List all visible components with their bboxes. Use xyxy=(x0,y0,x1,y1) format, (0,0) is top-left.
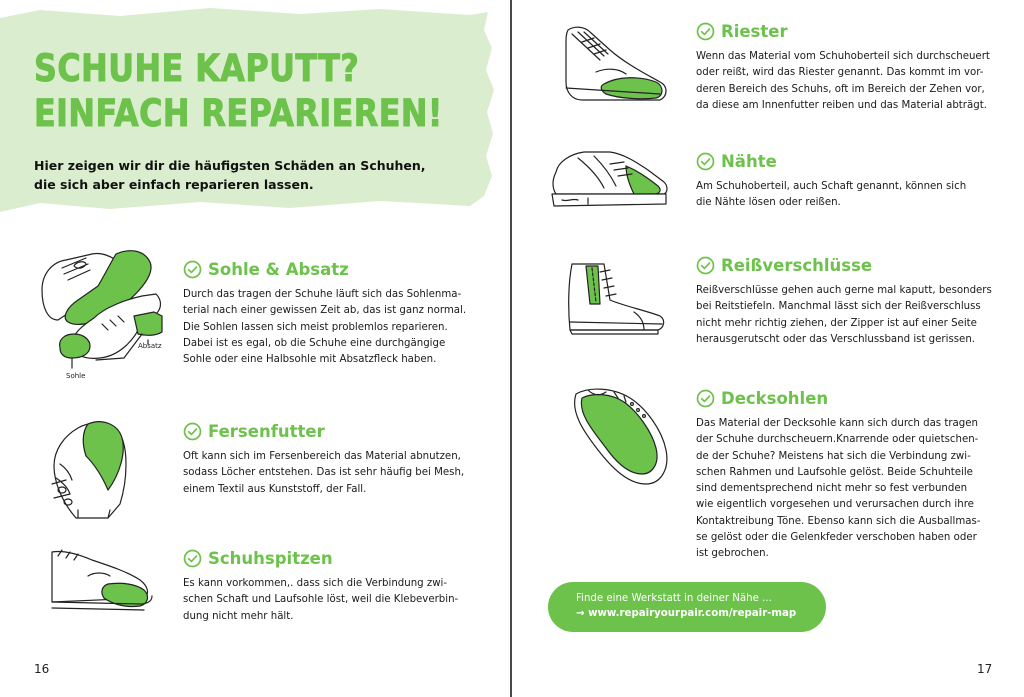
section-schuhspitzen xyxy=(183,549,458,625)
section-body: Wenn das Material vom Schuhoberteil sich durchscheuert oder reißt, wird das Riester genannt. Das kommt im vor- deren Bereich des Schuhs, oft im Bereich der Zehen vor, da diese am Innenfutter reiben und das Material abträgt. xyxy=(696,51,990,111)
sneaker-seams-illustration xyxy=(548,148,670,210)
section-title: Fersenfutter xyxy=(208,422,325,441)
check-circle-icon xyxy=(183,260,202,279)
page-divider xyxy=(510,0,512,697)
shoe-toe-illustration xyxy=(48,546,154,614)
section-decksohlen xyxy=(696,389,980,563)
section-fersenfutter xyxy=(183,422,464,498)
lead-text: Hier zeigen wir dir die häufigsten Schäden an Schuhen, die sich aber einfach reparieren lassen. xyxy=(34,158,426,192)
section-title: Reißverschlüsse xyxy=(721,256,873,275)
section-body: Durch das tragen der Schuhe läuft sich das Sohlenma- terial nach einer gewissen Zeit ab, das ist ganz normal. Die Sohlen lassen sich meist problemlos reparieren. Dabei ist es egal, ob die Schuhe eine durchgängige Sohle oder eine Halbsohle mit Absatzfleck haben. xyxy=(183,289,467,366)
check-circle-icon xyxy=(183,422,202,441)
check-circle-icon xyxy=(696,152,715,171)
repair-map-link-button[interactable] xyxy=(548,582,826,632)
cta-line-1: Finde eine Werkstatt in deiner Nähe ... xyxy=(576,593,772,604)
page-number-left: 16 xyxy=(34,662,50,676)
section-body: Es kann vorkommen,. dass sich die Verbindung zwi- schen Schaft und Laufsohle löst, weil die Klebeverbin- dung nicht mehr hält. xyxy=(183,578,459,622)
sneaker-riester-illustration xyxy=(560,24,670,106)
page-number-right: 17 xyxy=(977,662,993,676)
section-title: Schuhspitzen xyxy=(208,549,333,568)
section-riester xyxy=(696,22,990,114)
check-circle-icon xyxy=(696,256,715,275)
headline-line-2: EINFACH REPARIEREN! xyxy=(34,92,443,135)
shoe-sole-illustration xyxy=(38,246,168,384)
section-naehte xyxy=(696,152,966,212)
headline-line-1: SCHUHE KAPUTT? xyxy=(34,47,360,90)
label-heel: Absatz xyxy=(138,342,162,350)
check-circle-icon xyxy=(183,549,202,568)
section-title: Riester xyxy=(721,22,788,41)
section-title: Sohle & Absatz xyxy=(208,260,349,279)
section-body: Das Material der Decksohle kann sich durch das tragen der Schuhe durchscheuern.Knarrende oder quietschen- de der Schuhe? Meistens hat sich die Verbindung zwi- schen Rahmen und Laufsohle gelöst. Beide Schuhteile sind dementsprechend nicht mehr so fest verbunden wie eigentlich vorgesehen und verursachen durch ihre Kontaktreibung Töne. Ebenso kann sich die Ausballmas- se gelöst oder die Gelenkfeder verschoben haben oder ist gebrochen. xyxy=(696,418,981,560)
section-body: Reißverschlüsse gehen auch gerne mal kaputt, besonders bei Reitstiefeln. Manchmal lässt sich der Reißverschluss nicht mehr richtig ziehen, der Zipper ist auf einer Seite herausgerutscht oder das Verschlussband ist gerissen. xyxy=(696,285,992,345)
insole-illustration xyxy=(566,384,670,488)
check-circle-icon xyxy=(696,389,715,408)
section-title: Decksohlen xyxy=(721,389,829,408)
check-circle-icon xyxy=(696,22,715,41)
cta-url[interactable]: → www.repairyourpair.com/repair-map xyxy=(576,608,797,619)
section-body: Oft kann sich im Fersenbereich das Material abnutzen, sodass Löcher entstehen. Das ist sehr häufig bei Mesh, einem Textil aus Kunststoff, der Fall. xyxy=(183,451,465,495)
heel-lining-illustration xyxy=(48,418,132,520)
label-sole: Sohle xyxy=(66,372,86,380)
section-sohle-absatz xyxy=(183,260,466,368)
headline xyxy=(34,46,443,136)
section-title: Nähte xyxy=(721,152,777,171)
section-reissverschluesse xyxy=(696,256,992,348)
boot-zipper-illustration xyxy=(564,260,668,336)
left-page xyxy=(0,0,511,697)
section-body: Am Schuhoberteil, auch Schaft genannt, können sich die Nähte lösen oder reißen. xyxy=(696,181,967,209)
